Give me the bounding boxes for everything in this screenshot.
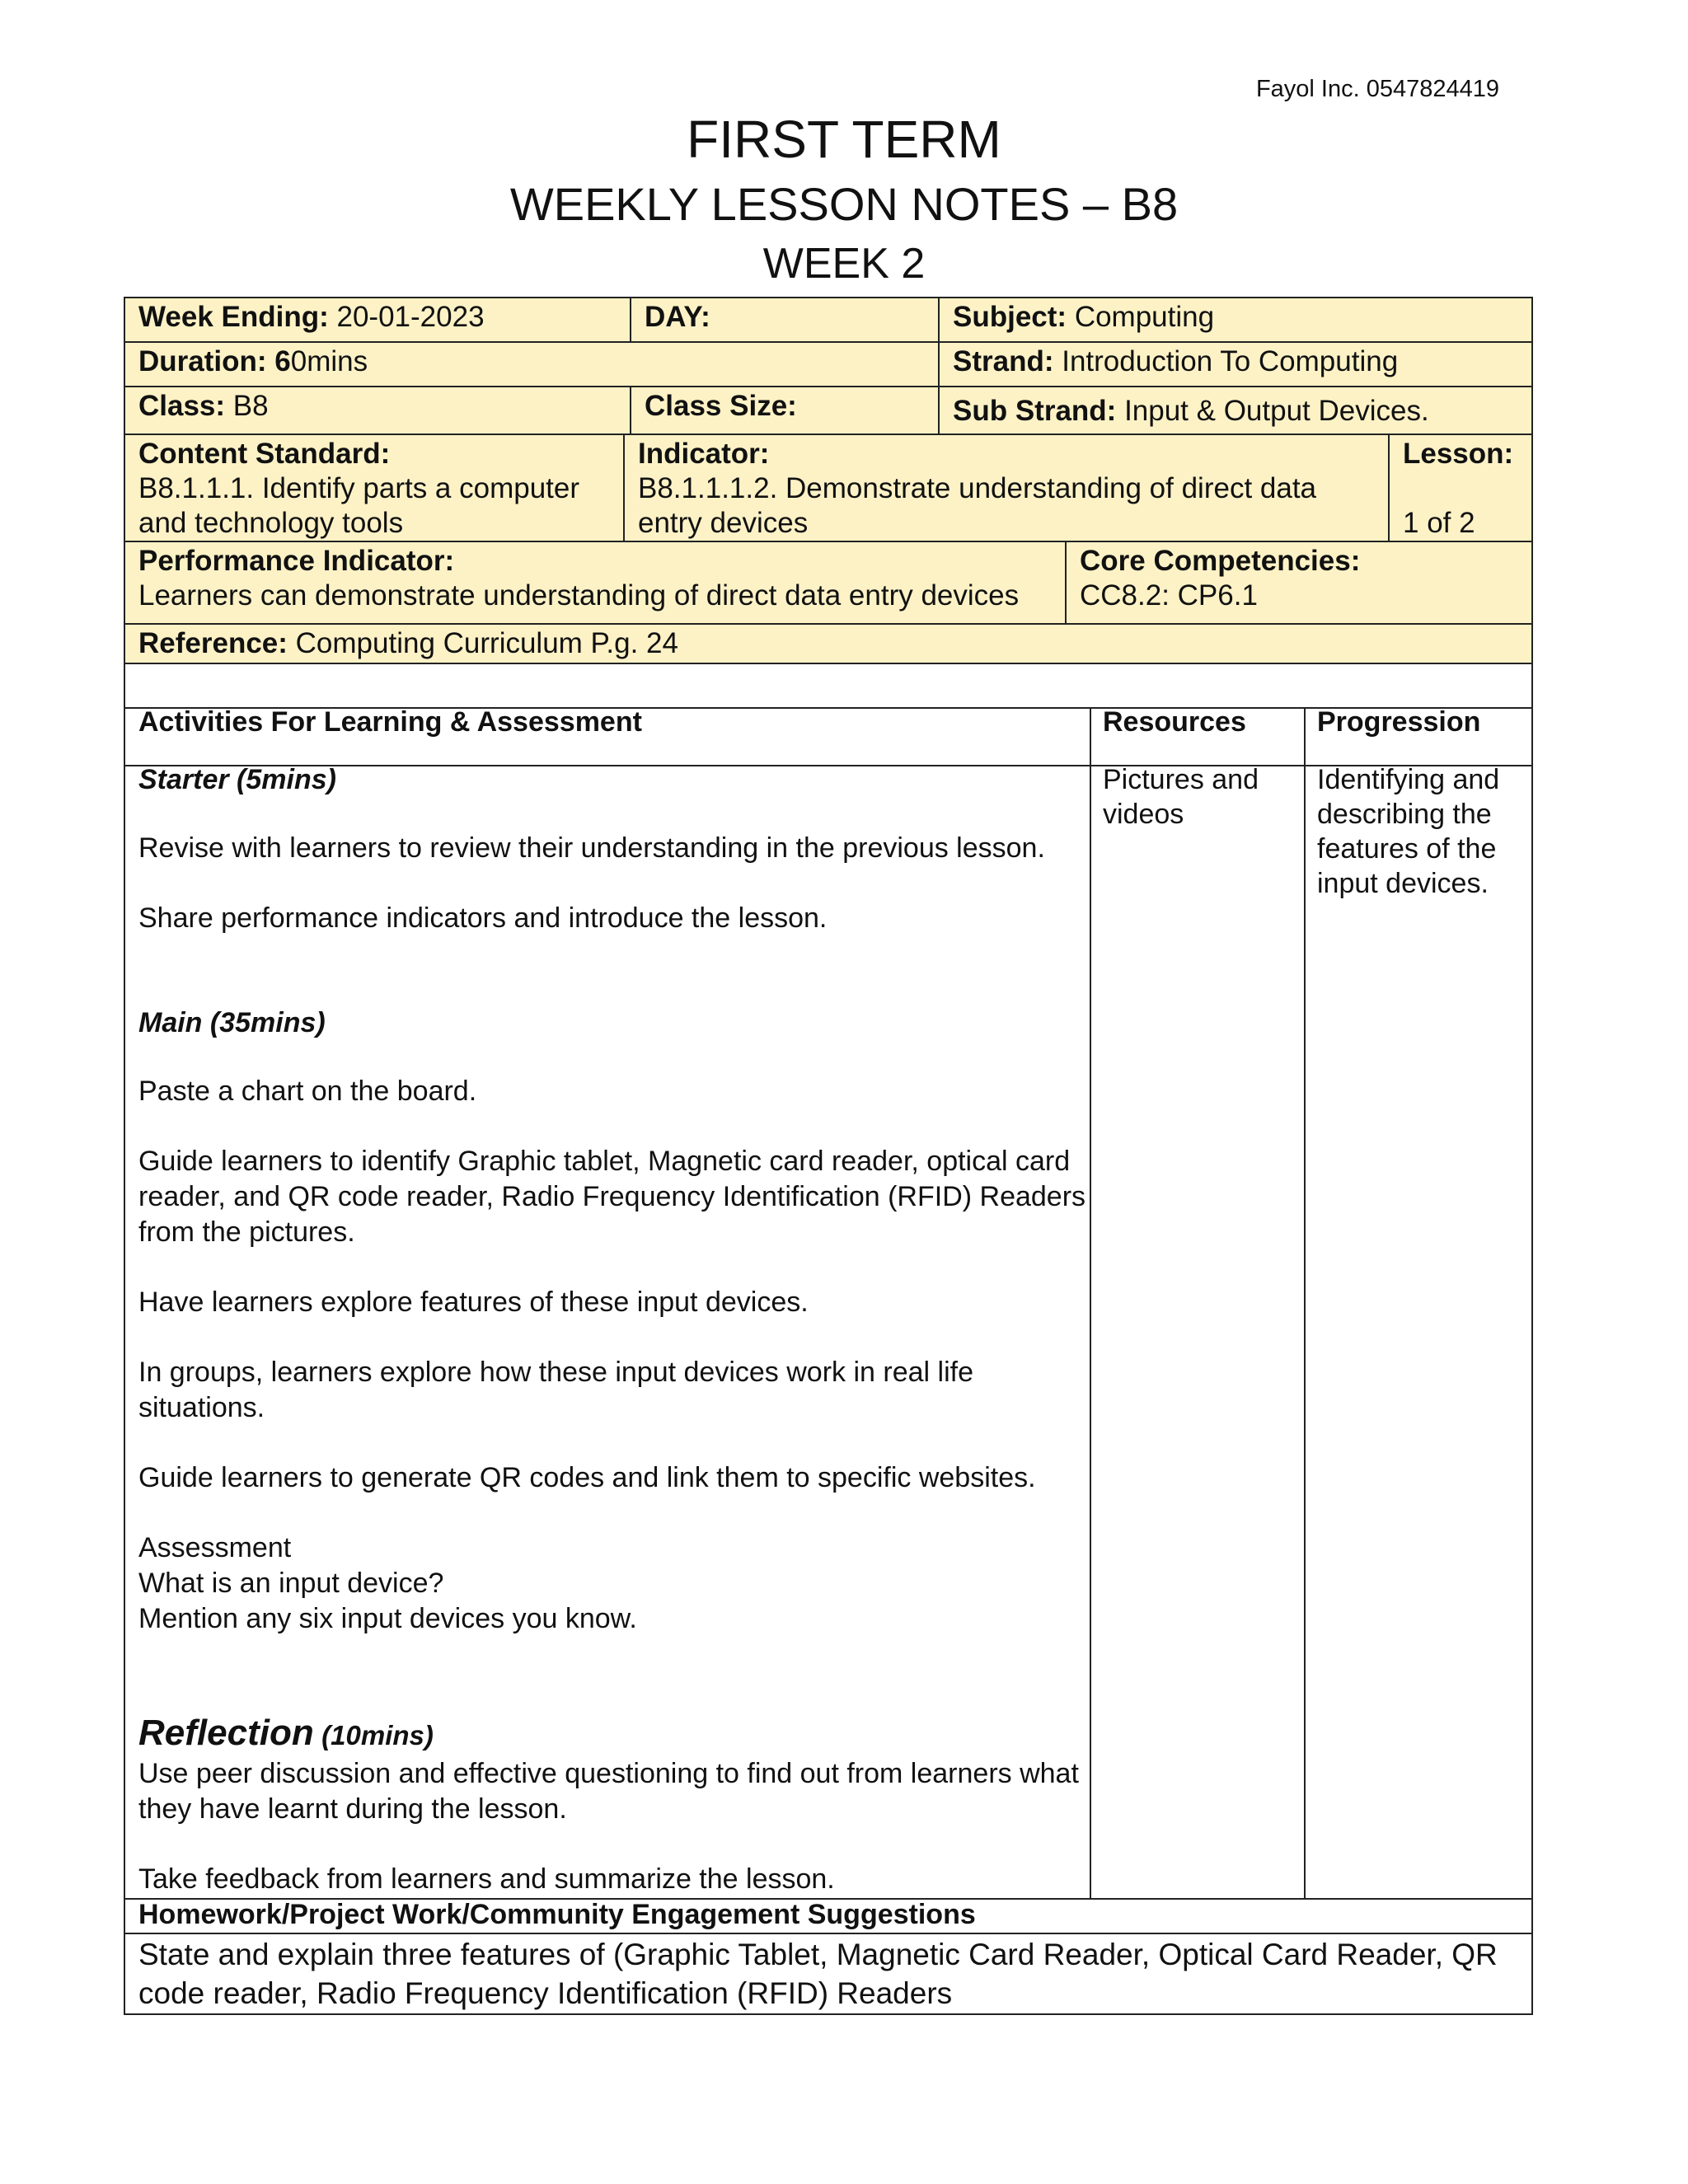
class-size-cell	[630, 386, 940, 435]
publisher-note: Fayol Inc. 0547824419	[1255, 76, 1499, 102]
main-text-3: Have learners explore features of these input devices.	[138, 1286, 809, 1318]
reflection-time: (10mins)	[321, 1720, 434, 1750]
resources-column	[1090, 707, 1306, 1900]
progression-header: Progression	[1317, 706, 1481, 738]
reflection-text-2: Take feedback from learners and summarize the lesson.	[138, 1863, 835, 1895]
blank-row	[124, 663, 1533, 709]
homework-heading: Homework/Project Work/Community Engagement Suggestions	[138, 1899, 976, 1930]
core-competencies-value: CC8.2: CP6.1	[1080, 579, 1258, 612]
main-text-2: Guide learners to identify Graphic tablet, Magnetic card reader, optical card reader, and QR code reader, Radio Frequency Identification (RFID) Readers from the pictures.	[138, 1146, 1086, 1248]
main-text-1: Paste a chart on the board.	[138, 1076, 477, 1107]
core-competencies-cell	[1065, 541, 1533, 625]
subject-value: Computing	[1074, 301, 1215, 333]
title-week: WEEK 2	[762, 240, 926, 288]
sub-strand-cell	[938, 386, 1533, 435]
starter-text-1: Revise with learners to review their understanding in the previous lesson.	[138, 832, 1045, 864]
main-heading: Main (35mins)	[138, 1007, 326, 1038]
duration-cell	[124, 341, 940, 387]
lesson-cell	[1388, 434, 1533, 542]
class-size-label: Class Size:	[645, 390, 797, 422]
week-ending-cell	[124, 297, 631, 343]
class-label: Class:	[138, 390, 226, 422]
duration-value: 0mins	[290, 345, 368, 377]
week-ending-label: Week Ending:	[138, 301, 329, 333]
content-standard-label: Content Standard:	[138, 438, 391, 470]
main-text-5: Guide learners to generate QR codes and link them to specific websites.	[138, 1462, 1036, 1493]
progression-text: Identifying and describing the features of the input devices.	[1317, 764, 1500, 899]
starter-heading: Starter (5mins)	[138, 764, 336, 795]
title-term: FIRST TERM	[687, 110, 1001, 169]
strand-label: Strand:	[953, 345, 1054, 377]
duration-label: Duration: 6	[138, 345, 291, 377]
indicator-label: Indicator:	[638, 438, 770, 470]
resources-header: Resources	[1103, 706, 1246, 738]
main-text-4: In groups, learners explore how these input devices work in real life situations.	[138, 1357, 973, 1423]
day-label: DAY:	[645, 301, 710, 333]
strand-value: Introduction To Computing	[1062, 345, 1399, 377]
performance-label: Performance Indicator:	[138, 545, 455, 577]
sub-strand-label: Sub Strand:	[953, 395, 1117, 427]
homework-text: State and explain three features of (Graphic Tablet, Magnetic Card Reader, Optical Card Reader, QR code reader, Radio Frequency Identification (RFID) Readers	[138, 1938, 1498, 2010]
indicator-value: B8.1.1.1.2. Demonstrate understanding of direct data entry devices	[638, 472, 1317, 539]
content-standard-value: B8.1.1.1. Identify parts a computer and technology tools	[138, 472, 580, 539]
sub-strand-value: Input & Output Devices.	[1124, 395, 1429, 427]
assessment-heading: Assessment	[138, 1532, 292, 1563]
assessment-question-1: What is an input device?	[138, 1568, 444, 1599]
performance-cell	[124, 541, 1067, 625]
lesson-value: 1 of 2	[1403, 507, 1475, 539]
reference-label: Reference:	[138, 627, 288, 659]
activities-header: Activities For Learning & Assessment	[138, 706, 642, 738]
title-notes: WEEKLY LESSON NOTES – B8	[509, 178, 1179, 230]
performance-value: Learners can demonstrate understanding of direct data entry devices	[138, 579, 1020, 612]
week-ending-value: 20-01-2023	[336, 301, 485, 333]
reflection-heading: Reflection	[138, 1713, 314, 1753]
lesson-label: Lesson:	[1403, 438, 1514, 470]
resources-text: Pictures and videos	[1103, 764, 1259, 830]
reference-cell	[124, 623, 1533, 664]
core-competencies-label: Core Competencies:	[1080, 545, 1361, 577]
content-standard-cell	[124, 434, 625, 542]
starter-text-2: Share performance indicators and introduce the lesson.	[138, 902, 828, 934]
class-value: B8	[232, 390, 269, 422]
strand-cell	[938, 341, 1533, 387]
reference-value: Computing Curriculum P.g. 24	[295, 627, 678, 659]
indicator-cell	[623, 434, 1390, 542]
assessment-question-2: Mention any six input devices you know.	[138, 1603, 637, 1634]
class-cell	[124, 386, 631, 435]
subject-label: Subject:	[953, 301, 1067, 333]
reflection-text-1: Use peer discussion and effective questioning to find out from learners what they have learnt during the lesson.	[138, 1758, 1079, 1825]
day-cell	[630, 297, 940, 343]
subject-cell	[938, 297, 1533, 343]
